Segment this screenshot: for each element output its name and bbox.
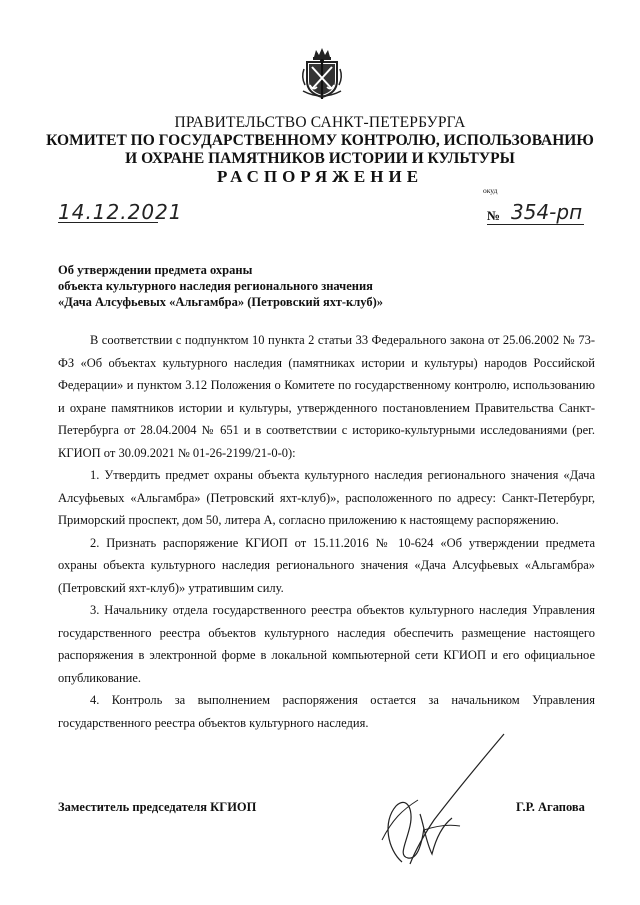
document-type: РАСПОРЯЖЕНИЕ (216, 167, 424, 186)
number-underline (487, 224, 584, 225)
number-sign: № (487, 208, 501, 223)
date-value: 14.12.2021 (58, 200, 183, 224)
document-body (58, 329, 595, 734)
document-number (487, 200, 587, 226)
government-name: ПРАВИТЕЛЬСТВО САНКТ-ПЕТЕРБУРГА (174, 114, 466, 131)
item-2-paragraph: 2. Признать распоряжение КГИОП от 15.11.2016 № 10-624 «Об утверждении предмета охраны объекта культурного наследия регионального значения «Дача Алсуфьевых «Альгамбра» (Петровский яхт-клуб)» утратившим силу. (58, 535, 595, 595)
item-3-paragraph: 3. Начальнику отдела государственного реестра объектов культурного наследия Управления государственного реестра объектов культурного наследия обеспечить размещение настоящего распоряжения в электронной форме в локальной компьютерной сети КГИОП и его официальное опубликование. (58, 603, 595, 685)
subject-line2: объекта культурного наследия регионального значения (58, 279, 373, 293)
coat-of-arms-icon (300, 47, 344, 101)
committee-name (0, 132, 640, 168)
subject-line1: Об утверждении предмета охраны (58, 263, 253, 277)
signer-name: Г.Р. Агапова (516, 800, 585, 814)
item-4-paragraph: 4. Контроль за выполнением распоряжения остается за начальником Управления государственного реестра объектов культурного наследия. (58, 693, 595, 730)
committee-name-line2: И ОХРАНЕ ПАМЯТНИКОВ ИСТОРИИ И КУЛЬТУРЫ (125, 150, 515, 167)
preamble-paragraph: В соответствии с подпунктом 10 пункта 2 статьи 33 Федерального закона от 25.06.2002 № 73-ФЗ «Об объектах культурного наследия (памятниках истории и культуры) народов Российской Федерации» и пунктом 3.12 Положения о Комитете по государственному контролю, использованию и охране памятников истории и культуры, утвержденного постановлением Правительства Санкт-Петербурга от 28.04.2004 № 651 и в соответствии с историко-культурными исследованиями (рег. КГИОП от 30.09.2021 № 01-26-2199/21-0-0): (58, 333, 595, 460)
date-underline (58, 222, 158, 223)
subject-line3: «Дача Алсуфьевых «Альгамбра» (Петровский яхт-клуб)» (58, 295, 384, 309)
document-date (58, 200, 183, 226)
number-value: 354-рп (511, 200, 583, 224)
document-subject (58, 262, 478, 310)
handwritten-signature (362, 730, 512, 870)
signer-position: Заместитель председателя КГИОП (58, 800, 257, 814)
item-1-paragraph: 1. Утвердить предмет охраны объекта культурного наследия регионального значения «Дача Алсуфьевых «Альгамбра» (Петровский яхт-клуб)», расположенного по адресу: Санкт-Петербург, Приморский проспект, дом 50, литера А, согласно приложению к настоящему распоряжению. (58, 468, 595, 527)
committee-name-line1: КОМИТЕТ ПО ГОСУДАРСТВЕННОМУ КОНТРОЛЮ, ИСПОЛЬЗОВАНИЮ (46, 132, 594, 149)
okud-label: окуд (483, 186, 498, 195)
